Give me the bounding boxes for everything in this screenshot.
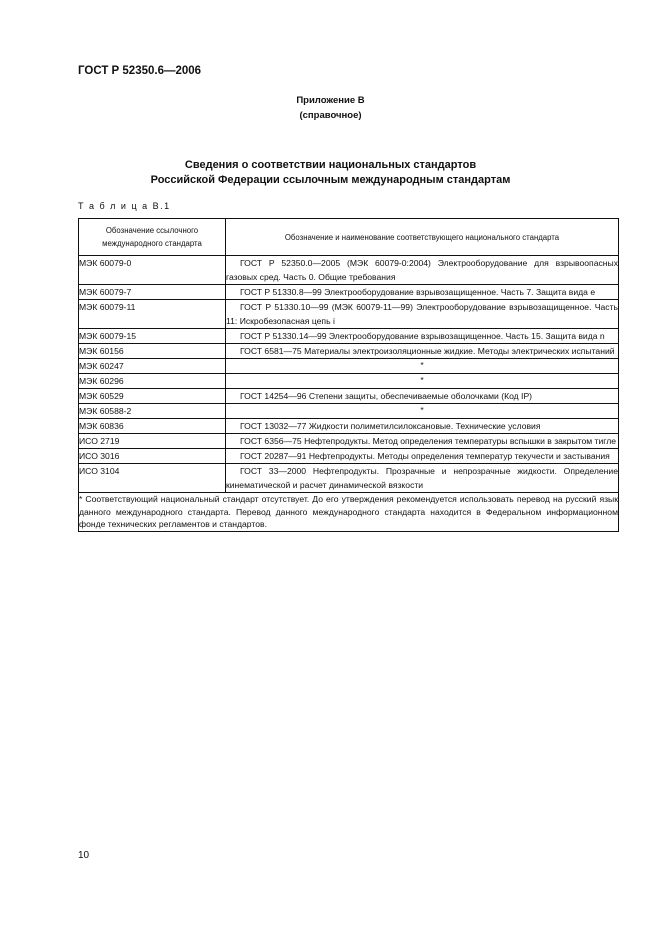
table-body [79,256,619,493]
section-title-line1: Сведения о соответствии национальных стандартов [184,159,477,171]
national-standard-text: ГОСТ Р 52350.0—2005 (МЭК 60079-0:2004) Электрооборудование для взрывоопасных газовых сред. Часть 0. Общие требования [226,258,618,282]
table-label: Т а б л и ц а В.1 [78,201,171,211]
reference-standard-cell: МЭК 60079-15 [79,329,226,344]
national-standard-cell [226,464,619,493]
reference-standard-cell: ИСО 2719 [79,434,226,449]
section-title-line2: Российской Федерации ссылочным международным стандартам [150,174,511,186]
national-standard-cell [226,434,619,449]
table-footnote: * Соответствующий национальный стандарт отсутствует. До его утверждения рекомендуется использовать перевод на русский язык данного международного стандарта. Перевод данного международного стандарта находится в Федеральном информационном фонде технических регламентов и стандартов. [79,494,618,529]
table-row [79,374,619,389]
reference-standard-cell: МЭК 60247 [79,359,226,374]
annex-title: Приложение В [296,95,365,106]
reference-standard-cell: МЭК 60079-7 [79,285,226,300]
national-standard-cell [226,285,619,300]
national-standard-cell: * [226,374,619,389]
national-standard-cell [226,449,619,464]
national-standard-cell [226,419,619,434]
national-standard-text: ГОСТ Р 51330.14—99 Электрооборудование взрывозащищенное. Часть 15. Защита вида n [240,331,605,341]
table-row [79,256,619,285]
national-standard-cell: * [226,359,619,374]
correspondence-table [78,218,619,532]
reference-standard-cell: МЭК 60079-0 [79,256,226,285]
national-standard-text: ГОСТ 6356—75 Нефтепродукты. Метод определения температуры вспышки в закрытом тигле [240,436,617,446]
reference-standard-cell: ИСО 3016 [79,449,226,464]
national-standard-text: ГОСТ 20287—91 Нефтепродукты. Методы определения температур текучести и застывания [240,451,610,461]
reference-standard-cell: МЭК 60296 [79,374,226,389]
column-header-national: Обозначение и наименование соответствующего национального стандарта [226,219,619,256]
table-row [79,404,619,419]
table-row [79,344,619,359]
national-standard-cell [226,300,619,329]
national-standard-cell [226,344,619,359]
table-row [79,359,619,374]
national-standard-text: ГОСТ Р 51330.8—99 Электрооборудование взрывозащищенное. Часть 7. Защита вида e [240,287,596,297]
national-standard-cell [226,256,619,285]
reference-standard-cell: ИСО 3104 [79,464,226,493]
annex-subtitle: (справочное) [299,110,362,121]
reference-standard-cell: МЭК 60588-2 [79,404,226,419]
national-standard-cell [226,329,619,344]
footnote-row [79,493,619,532]
table-row [79,389,619,404]
national-standard-text: ГОСТ 14254—96 Степени защиты, обеспечиваемые оболочками (Код IP) [240,391,533,401]
reference-standard-cell: МЭК 60529 [79,389,226,404]
column-header-reference: Обозначение ссылочного международного стандарта [79,219,226,256]
annex-heading [0,93,661,123]
table-row [79,285,619,300]
national-standard-text: ГОСТ Р 51330.10—99 (МЭК 60079-11—99) Электрооборудование взрывозащищенное. Часть 11: Искробезопасная цепь i [226,302,618,326]
table-header-row [79,219,619,256]
national-standard-text: ГОСТ 6581—75 Материалы электроизоляционные жидкие. Методы электрических испытаний [240,346,615,356]
table-row [79,419,619,434]
table-row [79,464,619,493]
national-standard-text: ГОСТ 13032—77 Жидкости полиметилсилоксановые. Технические условия [240,421,541,431]
national-standard-cell [226,389,619,404]
national-standard-text: ГОСТ 33—2000 Нефтепродукты. Прозрачные и непрозрачные жидкости. Определение кинематической и расчет динамической вязкости [226,466,618,490]
reference-standard-cell: МЭК 60836 [79,419,226,434]
section-title [0,158,661,188]
reference-standard-cell: МЭК 60079-11 [79,300,226,329]
document-code: ГОСТ Р 52350.6—2006 [78,65,202,77]
table-row [79,300,619,329]
table-row [79,434,619,449]
table-row [79,329,619,344]
national-standard-cell: * [226,404,619,419]
reference-standard-cell: МЭК 60156 [79,344,226,359]
table-row [79,449,619,464]
page-number: 10 [78,850,90,861]
